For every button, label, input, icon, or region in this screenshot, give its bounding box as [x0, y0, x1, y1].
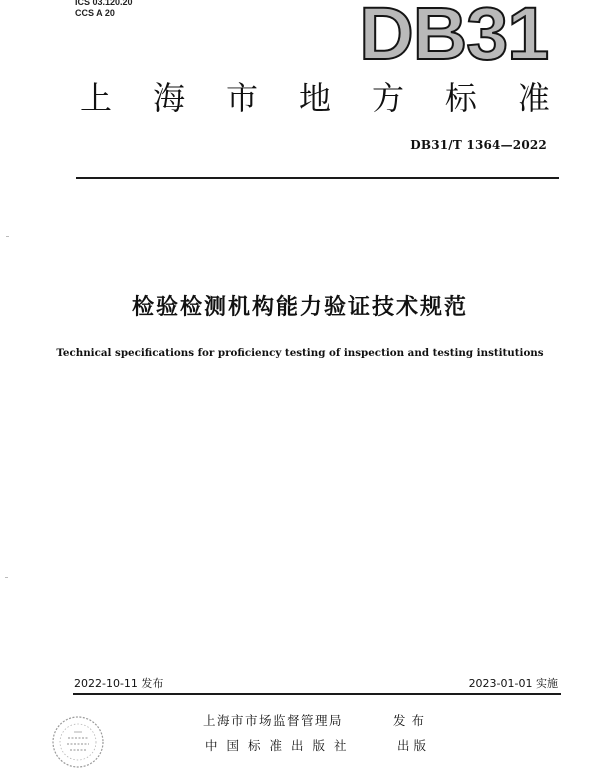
official-seal-icon: [50, 714, 106, 770]
document-title-chinese: 检验检测机构能力验证技术规范: [131, 295, 468, 320]
ics-code: ICS 03.120.20: [75, 0, 133, 7]
publisher-1-action: 发布: [393, 713, 431, 728]
publisher-standards-press: 中国标准出版社: [205, 738, 356, 753]
scan-speck: [6, 236, 9, 237]
implementation-date: 2023-01-01 实施: [468, 677, 558, 690]
standard-type-char: 方: [371, 79, 404, 117]
standard-code-logo: DB31: [359, 0, 548, 75]
standard-type-char: 上: [80, 79, 113, 117]
standard-type-char: 地: [298, 79, 331, 117]
bottom-divider: [73, 693, 561, 695]
standard-type-char: 标: [444, 79, 477, 117]
classification-codes: [75, 0, 133, 19]
standard-type-char: 海: [152, 79, 185, 117]
publisher-market-regulation: 上海市市场监督管理局: [203, 713, 344, 728]
publisher-2-action: 出版: [397, 738, 431, 753]
standard-type-char: 市: [225, 79, 258, 117]
issue-date: 2022-10-11 发布: [74, 677, 164, 690]
top-divider: [76, 177, 559, 179]
standard-number: DB31/T 1364—2022: [410, 138, 547, 152]
ccs-code: CCS A 20: [75, 8, 115, 18]
standard-type-char: 准: [517, 79, 550, 117]
standard-type-heading: [80, 78, 550, 118]
document-title-english: Technical specifications for proficiency testing of inspection and testing institutions: [56, 347, 544, 359]
scan-speck: [5, 577, 8, 578]
